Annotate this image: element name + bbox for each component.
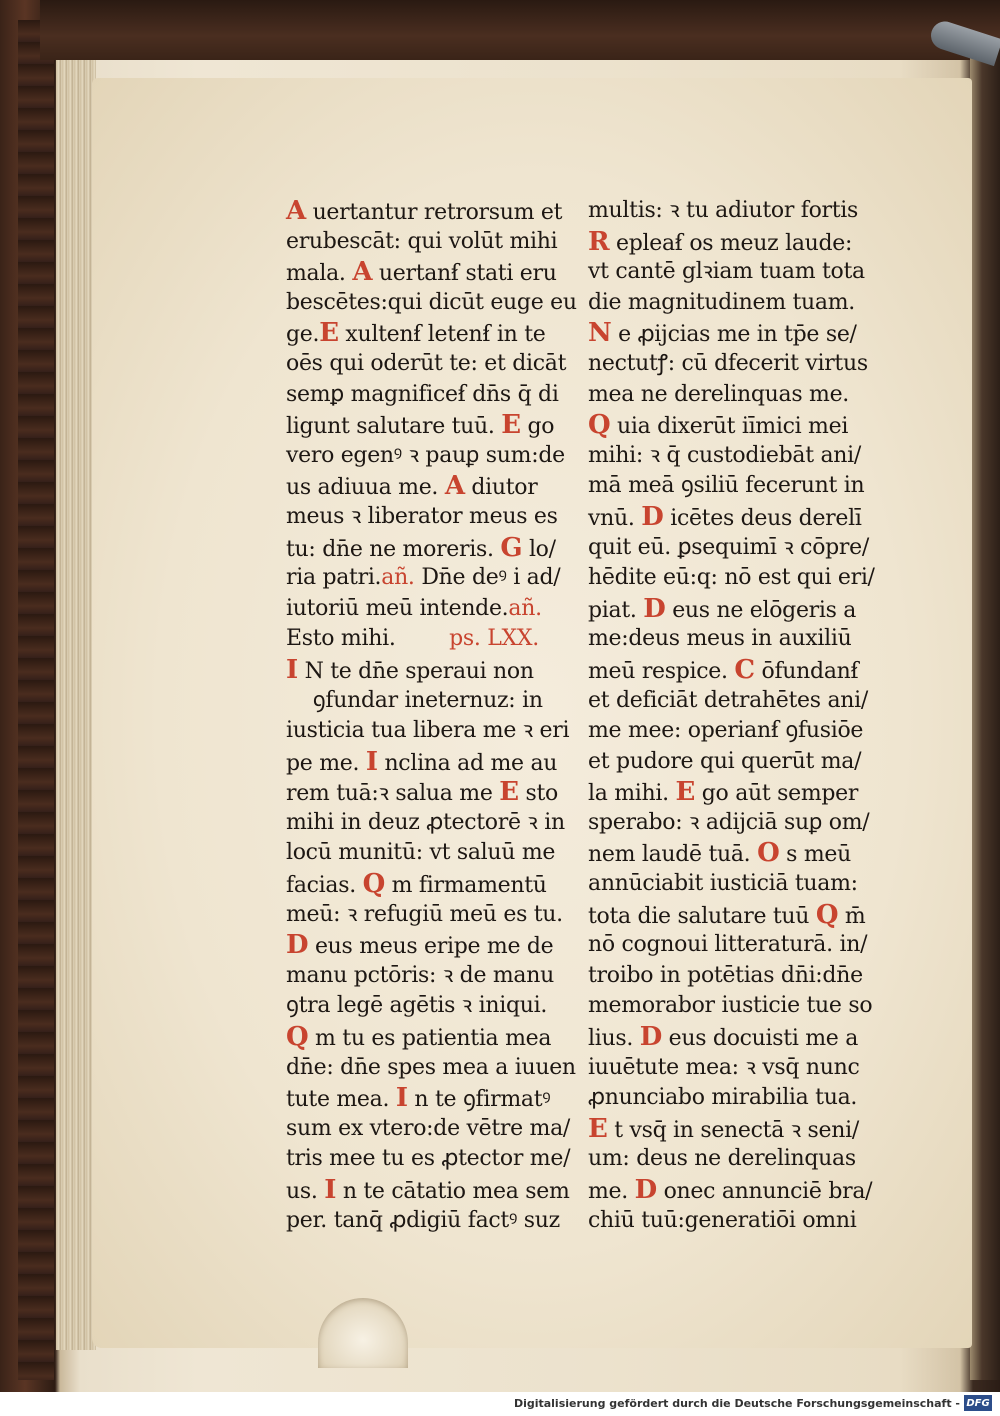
text-segment: meū: ꝛ refugiū meū es tu. — [286, 901, 563, 927]
text-segment: hēdite eū:q: nō est qui eri/ — [588, 565, 875, 591]
text-line — [588, 1206, 884, 1237]
text-line — [588, 227, 884, 258]
text-segment: t vsq̄ in senectā ꝛ seni/ — [607, 1117, 859, 1143]
text-line — [286, 318, 586, 349]
text-segment: lo/ — [522, 536, 556, 562]
text-segment: sperabo: ꝛ adijciā suꝑ om/ — [588, 809, 870, 835]
text-segment: lius. — [588, 1026, 640, 1052]
text-segment: eus meus eripe me de — [308, 934, 554, 960]
rubricated-initial: E — [588, 1113, 608, 1144]
rubricated-initial: Q — [286, 1022, 309, 1053]
text-segment: iutoriū meū intende. — [286, 595, 509, 621]
rubricated-initial: O — [757, 838, 780, 869]
text-line — [286, 930, 586, 961]
text-line — [286, 563, 586, 594]
text-segment: go — [520, 414, 555, 440]
binding-edge-left — [18, 20, 54, 1380]
text-line — [588, 1114, 884, 1145]
text-segment: ge. — [286, 322, 320, 348]
text-segment: memorabor iusticie tue so — [588, 993, 873, 1019]
text-line — [588, 900, 884, 931]
text-segment: facias. — [286, 873, 363, 899]
text-line — [286, 594, 586, 625]
text-segment: annūciabit iusticiā tuam: — [588, 871, 858, 897]
rubricated-initial: E — [675, 777, 696, 808]
rubricated-initial: A — [286, 196, 306, 226]
text-segment: onec annunciē bra/ — [656, 1179, 873, 1204]
text-segment: xultenẜ letenẜ in te — [338, 322, 546, 348]
text-segment: la mihi. — [588, 781, 676, 807]
binding-edge-top — [40, 0, 1000, 60]
text-line — [286, 227, 586, 258]
text-segment: ligunt salutare tuū. — [286, 414, 502, 440]
page-edges — [56, 60, 96, 1350]
text-segment: go aūt semper — [695, 781, 859, 807]
text-line — [588, 838, 884, 869]
text-line — [286, 533, 586, 564]
text-segment: tris mee tu es ꝓtector me/ — [286, 1146, 571, 1172]
text-segment: uertanẜ stati eru — [372, 261, 557, 287]
text-segment: uertantur retrorsum et — [305, 200, 563, 225]
text-line — [286, 869, 586, 900]
text-segment: diutor — [464, 475, 538, 501]
text-segment: rem tuā:ꝛ salua me — [286, 781, 500, 807]
text-segment: uia dixerūt iīmici mei — [610, 414, 849, 440]
rubricated-initial: D — [639, 1022, 662, 1053]
text-segment: meū respice. — [588, 658, 735, 684]
text-line — [588, 471, 884, 502]
text-segment: iuuētute mea: ꝛ vsq̄ nunc — [588, 1054, 860, 1080]
text-segment: sto — [518, 781, 558, 807]
text-segment: mihi in deuz ꝓtectorē ꝛ in — [286, 809, 565, 835]
text-segment: ꝯtra legē agētis ꝛ iniqui. — [286, 993, 548, 1019]
rubricated-initial: D — [634, 1175, 657, 1205]
text-segment: mala. — [286, 261, 353, 287]
text-segment: vero egenꝰ ꝛ pauꝑ sum:de — [286, 442, 565, 468]
text-line — [286, 471, 586, 502]
text-segment: eus ne elōgeris a — [665, 597, 857, 623]
text-line — [588, 410, 884, 441]
text-line — [588, 655, 884, 686]
text-segment: Dn̄e deꝰ i ad/ — [414, 565, 561, 591]
text-line — [286, 196, 586, 227]
text-line — [286, 502, 586, 533]
text-line — [286, 1083, 586, 1114]
rubricated-initial: A — [352, 257, 373, 288]
text-line — [286, 838, 586, 869]
text-column-right — [588, 196, 884, 1236]
rubricated-initial: I — [365, 746, 378, 777]
text-line — [588, 1144, 884, 1175]
rubricated-initial: I — [324, 1175, 337, 1205]
text-line — [588, 594, 884, 625]
text-segment: N te dn̄e speraui non — [297, 658, 534, 684]
text-segment: nō cognoui litteraturā. in/ — [588, 932, 868, 958]
text-segment: per. tanq̄ ꝓdigiū factꝰ suz — [286, 1207, 560, 1233]
text-segment: mā meā ꝯsiliū fecerunt in — [588, 473, 865, 499]
text-segment: dn̄e: dn̄e spes mea a iuuen — [286, 1054, 576, 1080]
text-segment: us adiuua me. — [286, 475, 445, 501]
rubricated-initial: Q — [815, 899, 839, 930]
text-line — [286, 777, 586, 808]
text-segment: iusticia tua libera me ꝛ eri — [286, 718, 570, 744]
text-segment: troibo in potētias dn̄i:dn̄e — [588, 962, 863, 988]
text-segment: manu pctōris: ꝛ de manu — [286, 962, 554, 988]
text-line — [286, 808, 586, 839]
text-segment: epleaẜ os meuz laude: — [609, 230, 853, 256]
text-segment: ria patri. — [286, 565, 382, 591]
text-segment: eus docuisti me a — [661, 1026, 859, 1052]
text-line — [588, 196, 884, 227]
text-segment: multis: ꝛ tu adiutor fortis — [588, 198, 859, 223]
rubricated-initial: I — [395, 1083, 408, 1114]
text-line — [588, 930, 884, 961]
text-line — [588, 318, 884, 349]
text-segment: n te ꝯfirmatꝰ — [407, 1087, 551, 1113]
rubricated-initial: Q — [588, 410, 611, 441]
text-segment: m firmamentū — [384, 873, 547, 899]
text-line — [588, 686, 884, 717]
text-segment: mea ne derelinquas me. — [588, 381, 849, 407]
text-line — [588, 349, 884, 380]
text-segment: et pudore qui querūt ma/ — [588, 748, 862, 774]
text-segment: meus ꝛ liberator meus es — [286, 503, 558, 529]
text-line — [588, 1022, 884, 1053]
funding-credit: Digitalisierung gefördert durch die Deutsche Forschungsgemeinschaft - — [513, 1397, 960, 1410]
rubricated-initial: R — [588, 226, 610, 257]
text-line — [588, 533, 884, 564]
binding-edge-right — [970, 40, 1000, 1380]
text-segment: icētes deus derelī — [663, 505, 862, 531]
rubricated-initial: D — [641, 501, 664, 532]
text-line — [588, 869, 884, 900]
text-segment: me mee: operianẜ ꝯfusiōe — [588, 718, 864, 744]
text-segment: nectutꝭ: cū dfecerit virtus — [588, 350, 868, 376]
text-line — [588, 563, 884, 594]
text-line — [286, 961, 586, 992]
rubricated-initial: E — [319, 318, 339, 349]
text-column-left — [286, 196, 586, 1236]
text-line — [588, 808, 884, 839]
rubric-text: añ. — [381, 565, 415, 591]
rubricated-initial: E — [501, 410, 521, 441]
text-line — [588, 288, 884, 319]
text-segment: me:deus meus in auxiliū — [588, 626, 852, 652]
dfg-logo: DFG — [964, 1395, 992, 1411]
text-segment: ꝯfundar ineternuz: in — [286, 687, 543, 713]
text-segment: us. — [286, 1179, 325, 1204]
text-line — [588, 1083, 884, 1114]
text-line — [286, 1175, 586, 1206]
rubric-text: añ. — [508, 595, 542, 621]
text-line — [588, 1053, 884, 1084]
rubricated-initial: D — [643, 593, 666, 624]
text-segment: die magnitudinem tuam. — [588, 289, 855, 315]
text-line — [286, 349, 586, 380]
text-line — [286, 380, 586, 411]
text-segment: bescētes:qui dicūt euge eu — [286, 289, 577, 315]
text-line — [286, 1144, 586, 1175]
text-line — [286, 1053, 586, 1084]
footer-bar — [0, 1392, 1000, 1416]
text-segment: Esto mihi. — [286, 626, 450, 652]
text-segment: vt cantē glꝛiam tuam tota — [588, 259, 865, 285]
text-segment: oēs qui oderūt te: et dicāt — [286, 350, 567, 376]
text-segment: n te cātatio mea sem — [336, 1179, 570, 1204]
text-line — [588, 747, 884, 778]
text-line — [588, 777, 884, 808]
text-line — [588, 257, 884, 288]
text-line — [286, 1206, 586, 1237]
text-segment: nclina ad me au — [377, 750, 558, 776]
text-segment: mihi: ꝛ q̄ custodiebāt ani/ — [588, 442, 861, 468]
text-segment: sum ex vtero:de vētre ma/ — [286, 1115, 571, 1141]
text-segment: pe me. — [286, 750, 366, 776]
text-line — [588, 1175, 884, 1206]
text-line — [286, 441, 586, 472]
text-line — [286, 686, 586, 717]
text-segment: tota die salutare tuū — [588, 903, 816, 929]
text-segment: um: deus ne derelinquas — [588, 1146, 856, 1172]
text-segment: s meū — [779, 842, 851, 868]
text-segment: ōfundanẜ — [754, 658, 859, 684]
text-line — [286, 1114, 586, 1145]
rubricated-initial: N — [588, 318, 612, 349]
text-segment: piat. — [588, 597, 644, 623]
rubricated-initial: Q — [362, 869, 385, 900]
text-segment: m̄ — [838, 903, 866, 929]
rubricated-initial: I — [286, 654, 298, 685]
text-line — [286, 747, 586, 778]
rubricated-initial: E — [499, 777, 519, 808]
text-segment: tute mea. — [286, 1087, 396, 1113]
text-line — [286, 991, 586, 1022]
text-line — [588, 624, 884, 655]
text-line — [588, 380, 884, 411]
text-line — [588, 961, 884, 992]
text-line — [286, 257, 586, 288]
text-line — [286, 900, 586, 931]
text-line — [588, 502, 884, 533]
text-segment: chiū tuū:generatiōi omni — [588, 1207, 857, 1233]
rubricated-initial: D — [286, 930, 309, 961]
text-line — [286, 716, 586, 747]
text-segment: vnū. — [588, 505, 642, 531]
text-line — [286, 288, 586, 319]
text-line — [588, 441, 884, 472]
text-segment: ꝓnunciabo mirabilia tua. — [588, 1085, 858, 1111]
text-line — [286, 1022, 586, 1053]
text-segment: locū munitū: vt saluū me — [286, 840, 556, 866]
text-segment: m tu es patientia mea — [308, 1026, 552, 1052]
rubricated-initial: G — [500, 532, 523, 563]
text-line — [286, 655, 586, 686]
text-segment: e ꝓijcias me in tp̄e se/ — [611, 322, 857, 348]
text-line — [286, 410, 586, 441]
rubricated-initial: C — [734, 654, 755, 685]
rubricated-initial: A — [444, 471, 465, 502]
text-line — [588, 991, 884, 1022]
text-segment: erubescāt: qui volūt mihi — [286, 228, 558, 254]
text-segment: quit eū. ꝑsequimī ꝛ cōpre/ — [588, 534, 869, 560]
rubric-text: ps. LXX. — [449, 626, 539, 652]
text-segment: tu: dn̄e ne moreris. — [286, 536, 501, 562]
text-line — [588, 716, 884, 747]
text-segment: et deficiāt detrahētes ani/ — [588, 687, 868, 713]
text-segment: semꝑ magnificeẜ dn̄s q̄ di — [286, 381, 559, 407]
text-segment: me. — [588, 1179, 635, 1204]
text-segment: nem laudē tuā. — [588, 842, 758, 868]
text-line — [286, 624, 586, 655]
